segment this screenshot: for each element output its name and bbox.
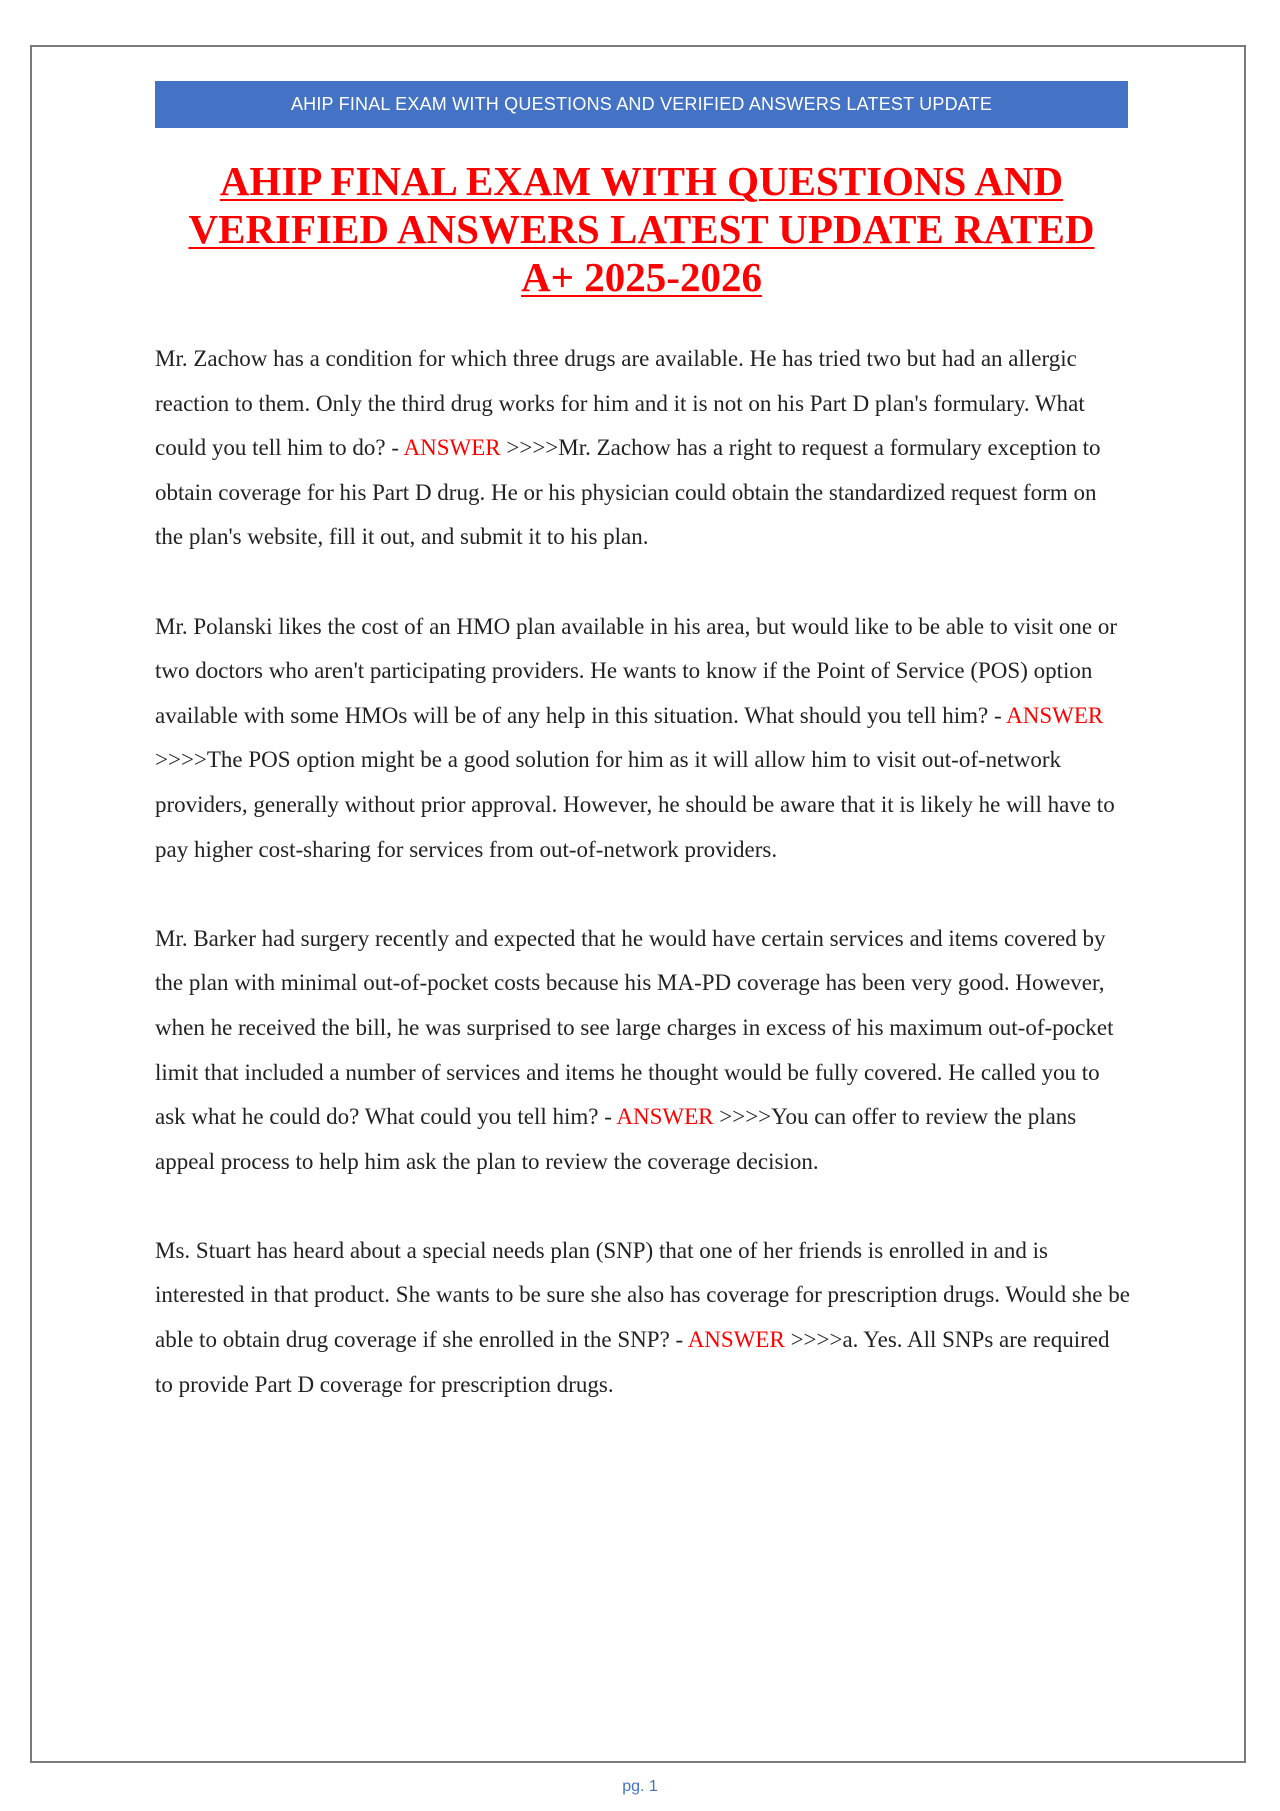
page-number: pg. 1 [622,1778,658,1795]
answer-text: >>>>Mr. Zachow has a right to request a formulary exception to obtain coverage for his Part D drug. He or his physician could obtain the standardized request form on the plan's website, fill it out, and submit it to his plan. [155,435,1101,550]
question-text: Mr. Barker had surgery recently and expected that he would have certain services and items covered by the plan with minimal out-of-pocket costs because his MA-PD coverage has been very good. However, when he received the bill, he was surprised to see large charges in excess of his maximum out-of-pocket limit that included a number of services and items he thought would be fully covered. He called you to ask what he could do? What could you tell him? - [155,925,1114,1130]
question-text: Ms. Stuart has heard about a special needs plan (SNP) that one of her friends is enrolled in and is interested in that product. She wants to be sure she also has coverage for prescription drugs. Would she be able to obtain drug coverage if she enrolled in the SNP? - [155,1237,1130,1353]
qa-list [155,337,1130,1452]
answer-label: ANSWER [687,1327,785,1353]
running-header [155,81,1128,128]
qa-item [155,337,1130,560]
question-text: Mr. Polanski likes the cost of an HMO plan available in his area, but would like to be able to visit one or two doctors who aren't participating providers. He wants to know if the Point of Service (POS) option available with some HMOs will be of any help in this situation. What should you tell him? - [155,613,1117,728]
title-line-1: AHIP FINAL EXAM WITH QUESTIONS AND [219,158,1064,204]
qa-item [155,1229,1130,1407]
title-line-3: A+ 2025-2026 [521,254,762,300]
document-title [155,157,1128,301]
title-line-2: VERIFIED ANSWERS LATEST UPDATE RATED [188,206,1095,252]
answer-label: ANSWER [1006,702,1104,728]
question-text: Mr. Zachow has a condition for which three drugs are available. He has tried two but had an allergic reaction to them. Only the third drug works for him and it is not on his Part D plan's formulary. What could you tell him to do? - [155,346,1085,461]
running-header-text: AHIP FINAL EXAM WITH QUESTIONS AND VERIFIED ANSWERS LATEST UPDATE [290,94,993,114]
qa-item [155,917,1130,1185]
answer-label: ANSWER [616,1104,714,1130]
answer-text: >>>>a. Yes. All SNPs are required to provide Part D coverage for prescription drugs. [155,1327,1110,1397]
answer-label: ANSWER [403,435,501,461]
qa-item [155,605,1130,873]
answer-text: >>>>You can offer to review the plans appeal process to help him ask the plan to review the coverage decision. [155,1104,1077,1174]
answer-text: >>>>The POS option might be a good solution for him as it will allow him to visit out-of-network providers, generally without prior approval. However, he should be aware that it is likely he will have to pay higher cost-sharing for services from out-of-network providers. [155,747,1115,862]
